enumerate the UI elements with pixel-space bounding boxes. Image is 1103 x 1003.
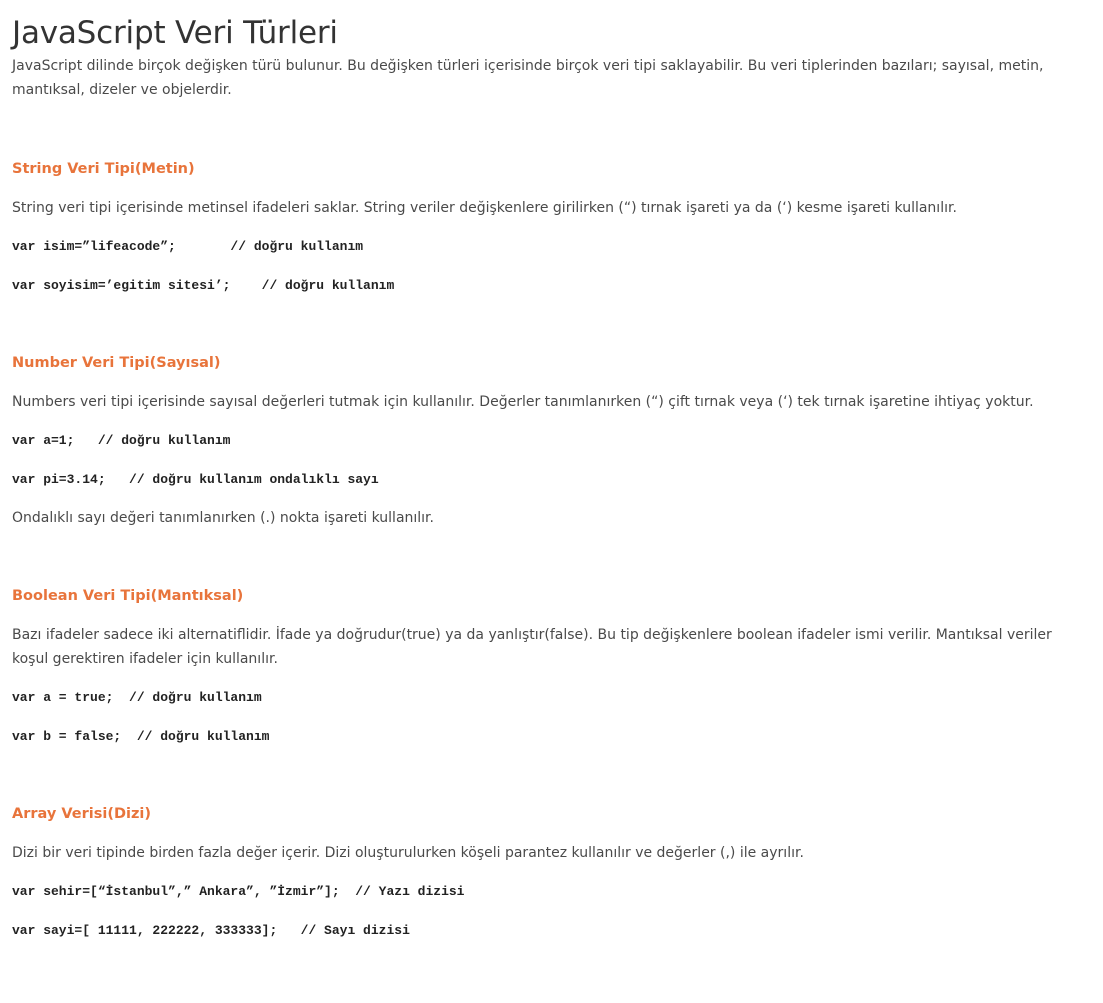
section-heading-boolean: Boolean Veri Tipi(Mantıksal) xyxy=(12,588,244,604)
section-heading-number: Number Veri Tipi(Sayısal) xyxy=(12,355,221,371)
code-line: var a = true; // doğru kullanım xyxy=(12,690,262,705)
code-line: var a=1; // doğru kullanım xyxy=(12,433,231,448)
section-heading-string: String Veri Tipi(Metin) xyxy=(12,161,195,177)
section-text-boolean: Bazı ifadeler sadece iki alternatiflidir. İfade ya doğrudur(true) ya da yanlıştır(false). Bu tip değişkenlere boolean ifadeler ismi verilir. Mantıksal veriler koşul gerektiren ifadeler için kullanılır. xyxy=(12,627,1052,667)
section-text-array: Dizi bir veri tipinde birden fazla değer içerir. Dizi oluşturulurken köşeli parantez kullanılır ve değerler (,) ile ayrılır. xyxy=(12,845,804,861)
page-title: JavaScript Veri Türleri xyxy=(12,15,338,51)
code-line: var pi=3.14; // doğru kullanım ondalıklı sayı xyxy=(12,472,379,487)
section-heading-array: Array Verisi(Dizi) xyxy=(12,806,152,822)
code-line: var sayi=[ 11111, 222222, 333333]; // Sayı dizisi xyxy=(12,923,410,938)
intro-paragraph: JavaScript dilinde birçok değişken türü bulunur. Bu değişken türleri içerisinde birçok veri tipi saklayabilir. Bu veri tiplerinden bazıları; sayısal, metin, mantıksal, dizeler ve objelerdir. xyxy=(12,58,1044,98)
article xyxy=(12,14,1092,943)
code-line: var soyisim=’egitim sitesi’; // doğru kullanım xyxy=(12,278,395,293)
section-note-number: Ondalıklı sayı değeri tanımlanırken (.) nokta işareti kullanılır. xyxy=(12,510,434,526)
code-line: var isim=”lifeacode”; // doğru kullanım xyxy=(12,239,364,254)
code-line: var sehir=[“İstanbul”,” Ankara”, ”İzmir”]; // Yazı dizisi xyxy=(12,884,465,899)
code-line: var b = false; // doğru kullanım xyxy=(12,729,270,744)
section-text-string: String veri tipi içerisinde metinsel ifadeleri saklar. String veriler değişkenlere girilirken (“) tırnak işareti ya da (‘) kesme işareti kullanılır. xyxy=(12,200,957,216)
section-text-number: Numbers veri tipi içerisinde sayısal değerleri tutmak için kullanılır. Değerler tanımlanırken (“) çift tırnak veya (‘) tek tırnak işaretine ihtiyaç yoktur. xyxy=(12,394,1034,410)
